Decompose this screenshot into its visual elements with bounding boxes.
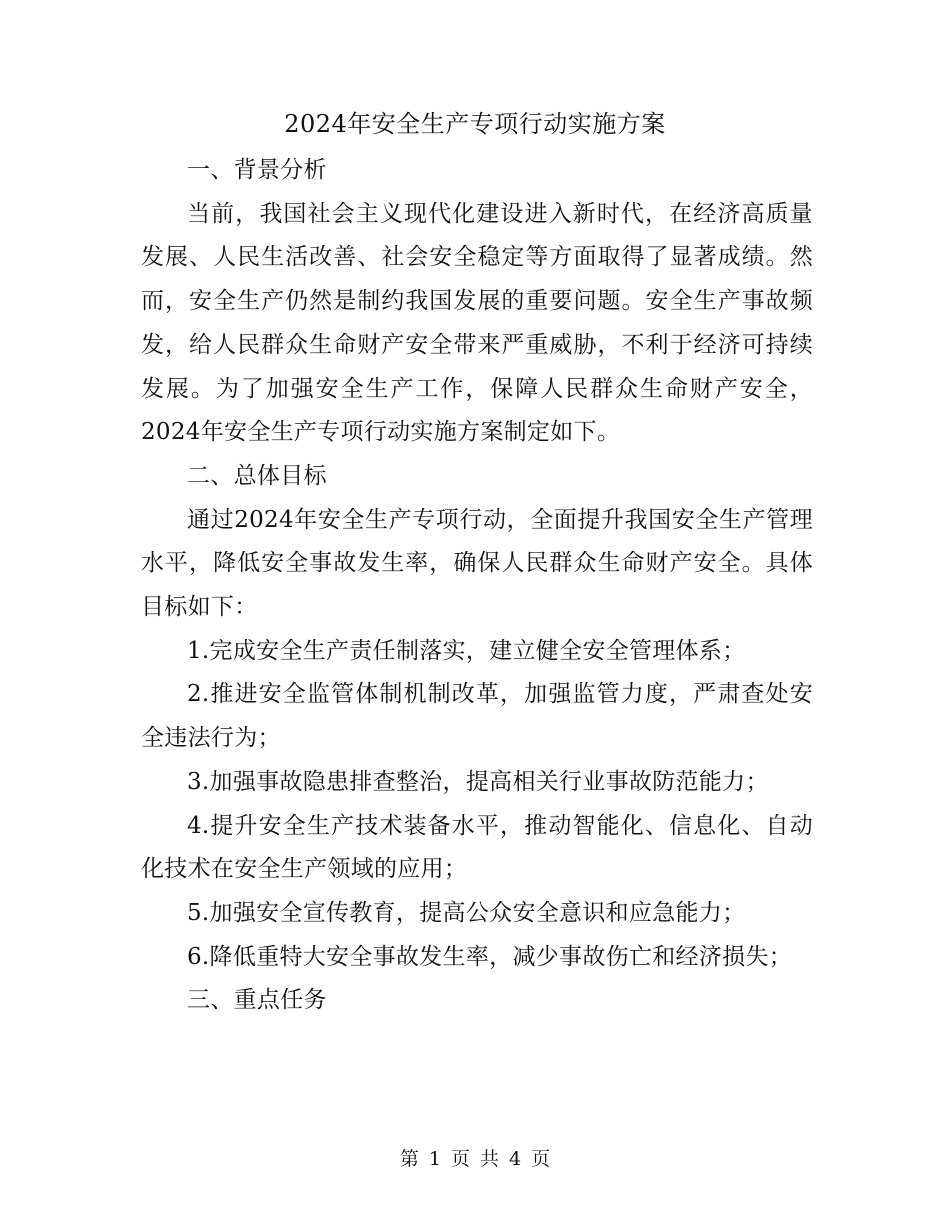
paragraph-goals-intro: 通过2024年安全生产专项行动，全面提升我国安全生产管理水平，降低安全事故发生率，确保人民群众生命财产安全。具体目标如下： <box>141 506 813 621</box>
goal-item-4: 4.提升安全生产技术装备水平，推动智能化、信息化、自动化技术在安全生产领域的应用； <box>141 812 813 883</box>
document-title: 2024年安全生产专项行动实施方案 <box>284 110 666 138</box>
goal-item-3: 3.加强事故隐患排查整治，提高相关行业事故防范能力； <box>187 768 769 795</box>
section-heading-background: 一、背景分析 <box>187 157 327 183</box>
goal-item-6: 6.降低重特大安全事故发生率，减少事故伤亡和经济损失； <box>187 943 793 970</box>
paragraph-background: 当前，我国社会主义现代化建设进入新时代，在经济高质量发展、人民生活改善、社会安全稳定等方面取得了显著成绩。然而，安全生产仍然是制约我国发展的重要问题。安全生产事故频发，给人民群众生命财产安全带来严重威胁，不利于经济可持续发展。为了加强安全生产工作，保障人民群众生命财产安全，2024年安全生产专项行动实施方案制定如下。 <box>141 200 813 446</box>
goal-item-5: 5.加强安全宣传教育，提高公众安全意识和应急能力； <box>187 899 746 926</box>
page-footer: 第 1 页 共 4 页 <box>399 1148 551 1170</box>
section-heading-goals: 二、总体目标 <box>187 462 327 489</box>
goal-item-2: 2.推进安全监管体制机制改革，加强监管力度，严肃查处安全违法行为； <box>141 681 813 752</box>
document-body <box>141 149 813 1023</box>
goal-item-1: 1.完成安全生产责任制落实，建立健全安全管理体系； <box>187 637 746 664</box>
section-heading-tasks: 三、重点任务 <box>187 987 327 1014</box>
